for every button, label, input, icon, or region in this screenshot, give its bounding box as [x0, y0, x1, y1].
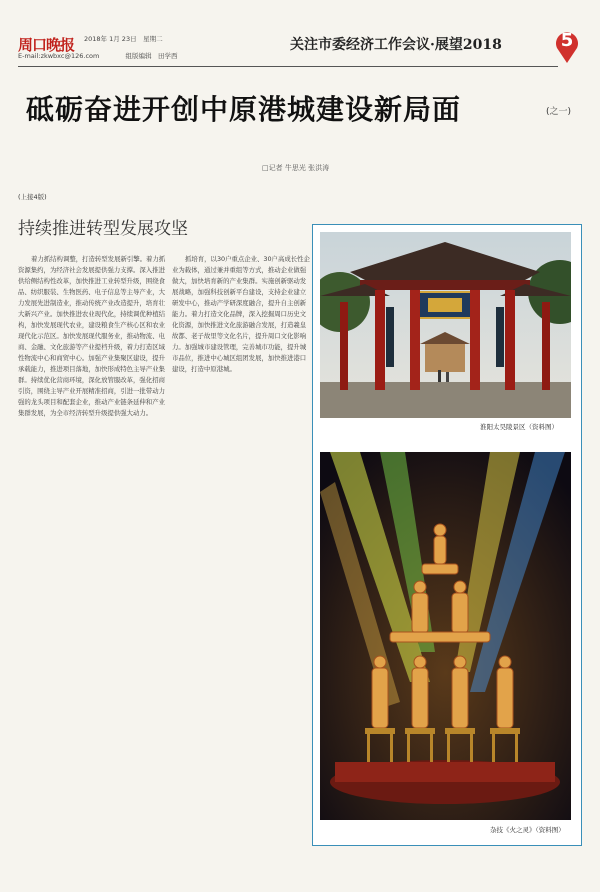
photo-1-caption: 淮阳太昊陵景区（资料图）: [480, 423, 558, 431]
page-number: 5: [560, 30, 574, 51]
contact-email: E-mail:zkwbxc@126.com: [18, 52, 100, 60]
byline: □记者 牛思光 张洪涛: [262, 164, 330, 172]
column-1-text: 着力抓结构调整，打造转型发展新引擎。着力抓资源集约，为经济社会发展提供强力支撑。深入推进供给侧结构性改革，加快推进工业转型升级，围绕食品、纺织服装、生物医药、电子信息等主导产业，大力发展先进制造业，推动传统产业改造提升，培育壮大新兴产业。加快推进农业现代化，持续调优种植结构，加快发展现代农业，建设粮食生产核心区和农业现代化示范区。加快发展现代服务业，推动物流、电商、金融、文化旅游等产业提档升级，着力打造区域性物流中心和商贸中心。加强产业集聚区建设，提升承载能力，推进项目落地，加快形成特色主导产业集群。持续优化营商环境，深化放管服改革，强化招商引资，围绕主导产业开展精准招商，引进一批带动力强的龙头项目和配套企业，推动产业链条延伸和产业集群发展，为全市经济转型升级提供强大动力。: [18, 255, 166, 417]
article-headline: 砥砺奋进开创中原港城建设新局面: [26, 93, 462, 126]
photo-2-caption: 杂技《火之灵》（资料图）: [490, 826, 565, 834]
contact-email-editor: [18, 51, 177, 60]
article-part: (之一): [546, 107, 572, 117]
section-title: 关注市委经济工作会议·展望2018: [290, 37, 502, 53]
article-column-2: [172, 254, 310, 874]
header-rule: [18, 66, 558, 67]
issue-date: 2018年 1月 23日 星期二: [84, 35, 163, 43]
newspaper-logo: 周口晚报: [18, 36, 75, 54]
acrobatics-photo: [320, 452, 571, 820]
article-column-1: [18, 254, 170, 874]
temple-gate-photo: [320, 232, 571, 418]
layout-editor: 组版编辑 田学西: [125, 52, 178, 60]
subheading: 持续推进转型发展攻坚: [18, 219, 188, 239]
column-2-text: 抓培育，以30户重点企业、30户高成长性企业为载体，通过兼并重组等方式，推动企业做强做大，加快培育新的产业集群。实施创新驱动发展战略，加强科技创新平台建设，支持企业建立研发中心，推动产学研深度融合，提升自主创新能力。着力打造文化品牌，深入挖掘周口历史文化资源，加快推进文化旅游融合发展，打造羲皇故都、老子故里等文化名片，提升周口文化影响力。加强城市建设管理，完善城市功能，提升城市品位，推进中心城区组团发展，加快推进港口建设，打造中原港城。: [172, 255, 310, 373]
continued-from: (上接4版): [18, 193, 47, 201]
